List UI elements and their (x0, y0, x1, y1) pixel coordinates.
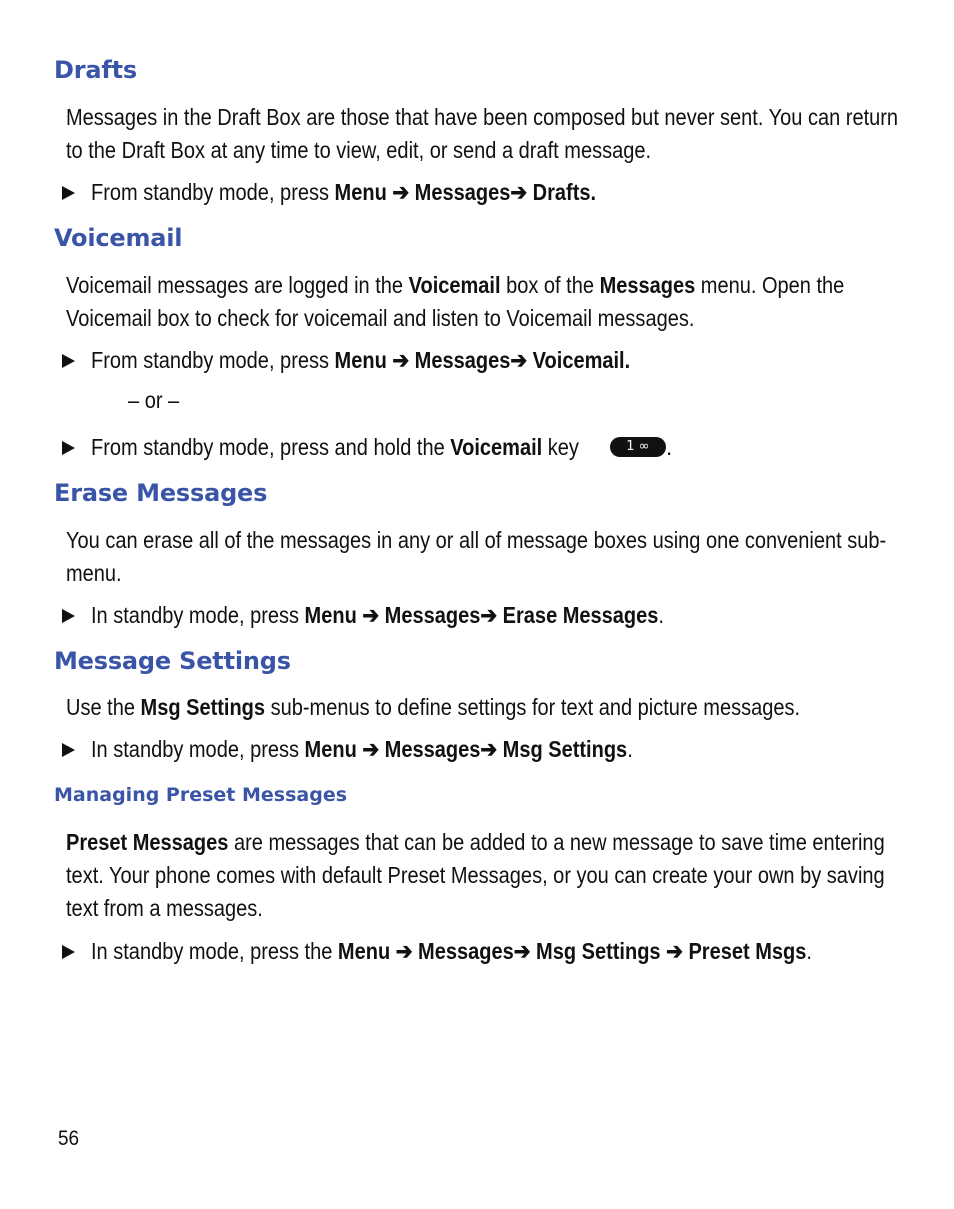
preset-step-path: Menu ➔ Messages➔ Msg Settings ➔ Preset Msgs (337, 938, 807, 964)
erase-messages-step (62, 600, 750, 630)
voicemail-para-bold: Voicemail (408, 272, 501, 298)
settings-para-text: Use the (66, 694, 141, 720)
bullet-triangle-icon (62, 186, 75, 200)
erase-messages-paragraph: You can erase all of the messages in any or all of message boxes using one convenient sub-menu. (66, 527, 887, 586)
message-settings-heading: Message Settings (54, 647, 291, 675)
drafts-step (62, 177, 672, 207)
drafts-step-path: Menu ➔ Messages➔ Drafts. (334, 179, 597, 205)
message-settings-paragraph (66, 691, 901, 724)
bullet-triangle-icon (62, 609, 75, 623)
settings-para-text: sub-menus to define settings for text and picture messages. (265, 694, 801, 720)
bullet-triangle-icon (62, 441, 75, 455)
voicemail-step2-end: . (665, 434, 673, 460)
drafts-step-prefix: From standby mode, press (91, 179, 335, 205)
erase-step-prefix: In standby mode, press (91, 602, 305, 628)
message-settings-step (62, 734, 714, 764)
preset-para-bold: Preset Messages (66, 829, 229, 855)
voicemail-step2-key-name: Voicemail (450, 434, 543, 460)
bullet-triangle-icon (62, 354, 75, 368)
voicemail-para-text: menu. Open the Voicemail box to check for voicemail and listen to Voicemail messages. (66, 272, 845, 331)
voicemail-paragraph (66, 269, 901, 335)
or-separator: – or – (128, 387, 180, 413)
voicemail-para-text: box of the (500, 272, 600, 298)
page-number: 56 (58, 1127, 80, 1150)
preset-messages-heading: Managing Preset Messages (54, 784, 348, 806)
preset-messages-step (62, 936, 920, 966)
settings-step-prefix: In standby mode, press (91, 736, 305, 762)
preset-step-prefix: In standby mode, press the (91, 938, 338, 964)
settings-step-path: Menu ➔ Messages➔ Msg Settings (304, 736, 628, 762)
preset-messages-paragraph (66, 826, 901, 925)
bullet-triangle-icon (62, 743, 75, 757)
voicemail-step2-suffix: key (542, 434, 579, 460)
voicemail-step1-prefix: From standby mode, press (91, 347, 335, 373)
erase-step-end: . (658, 602, 664, 628)
settings-step-end: . (627, 736, 633, 762)
drafts-paragraph: Messages in the Draft Box are those that have been composed but never sent. You can return to the Draft Box at any time to view, edit, or send a draft message. (66, 104, 899, 163)
voicemail-step-1 (62, 345, 711, 375)
settings-para-bold: Msg Settings (140, 694, 266, 720)
voicemail-step-2 (62, 432, 672, 462)
erase-messages-heading: Erase Messages (54, 479, 268, 507)
voicemail-step2-prefix: From standby mode, press and hold the (91, 434, 451, 460)
voicemail-step1-path: Menu ➔ Messages➔ Voicemail. (334, 347, 631, 373)
drafts-heading: Drafts (54, 56, 137, 84)
erase-step-path: Menu ➔ Messages➔ Erase Messages (304, 602, 659, 628)
voicemail-para-bold: Messages (599, 272, 696, 298)
preset-step-end: . (806, 938, 812, 964)
bullet-triangle-icon (62, 945, 75, 959)
voicemail-heading: Voicemail (54, 224, 183, 252)
voicemail-key-icon: 1 ∞ (610, 437, 666, 457)
preset-para-text: are messages that can be added to a new message to save time entering text. Your phone comes with default Preset Messages, or you can create your own by saving text from a messages. (66, 829, 885, 921)
voicemail-para-text: Voicemail messages are logged in the (66, 272, 409, 298)
